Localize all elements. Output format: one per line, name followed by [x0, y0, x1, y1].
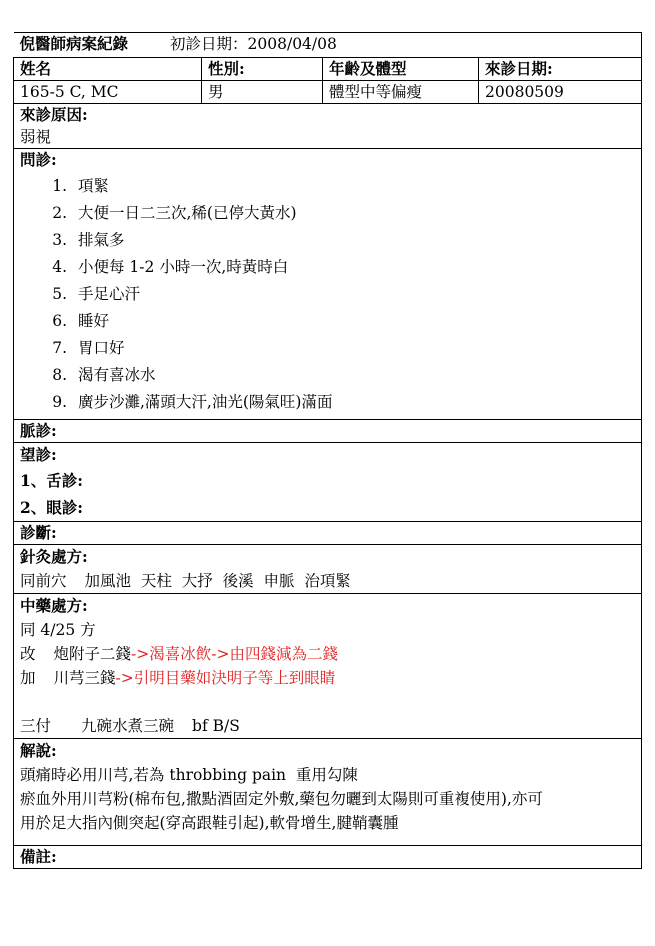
observation-label: 望診: [20, 445, 57, 464]
record-title: 倪醫師病案紀錄 [19, 34, 129, 53]
herbal-add-line: 加 川芎三錢->引明目藥如決明子等上到眼睛 [20, 669, 336, 687]
herbal-add-note: ->引明目藥如決明子等上到眼睛 [115, 669, 336, 687]
herbal-change-note: ->渴喜冰飲->由四錢減為二錢 [131, 645, 338, 663]
acupuncture-section [14, 545, 642, 594]
first-visit-label: 初診日期： [170, 35, 248, 53]
reason-label: 來診原因: [20, 105, 88, 124]
diagnosis-label: 診斷: [14, 522, 642, 545]
explanation-section [14, 739, 642, 846]
record-header-row [14, 33, 642, 58]
acupuncture-label: 針灸處方: [20, 547, 88, 566]
reason-section [14, 104, 642, 149]
list-item: 5. 手足心汗 [72, 281, 635, 308]
list-item: 2. 大便一日二三次,稀(已停大黃水) [72, 200, 635, 227]
list-item: 3. 排氣多 [72, 227, 635, 254]
age-build-value: 體型中等偏瘦 [323, 81, 479, 104]
explanation-line-2: 瘀血外用川芎粉(棉布包,撒點酒固定外敷,藥包勿曬到太陽則可重複使用),亦可 [20, 790, 543, 808]
herbal-dosage: 三付 九碗水煮三碗 bf B/S [20, 717, 240, 735]
explanation-line-3: 用於足大指內側突起(穿高跟鞋引起),軟骨增生,腱鞘囊腫 [20, 814, 399, 832]
list-item: 4. 小便每 1-2 小時一次,時黃時白 [72, 254, 635, 281]
remarks-section [14, 846, 642, 869]
age-build-label: 年齡及體型 [323, 58, 479, 81]
info-label-row [14, 58, 642, 81]
herbal-change-line: 改 炮附子二錢->渴喜冰飲->由四錢減為二錢 [20, 645, 338, 663]
diagnosis-section [14, 522, 642, 545]
observation-section [14, 443, 642, 522]
reason-text: 弱視 [20, 128, 52, 146]
list-item: 6. 睡好 [72, 308, 635, 335]
eye-label: 2、眼診: [20, 498, 84, 517]
inquiry-label: 問診: [20, 150, 57, 169]
medical-record-table [13, 32, 642, 869]
info-value-row [14, 81, 642, 104]
list-item: 8. 渴有喜冰水 [72, 362, 635, 389]
inquiry-list [20, 173, 635, 416]
herbal-base: 同 4/25 方 [20, 621, 96, 639]
visit-date-value: 20080509 [479, 81, 642, 104]
herbal-section [14, 594, 642, 739]
remarks-label: 備註: [14, 846, 642, 869]
list-item: 7. 胃口好 [72, 335, 635, 362]
list-item: 1. 項緊 [72, 173, 635, 200]
pulse-section [14, 420, 642, 443]
acupuncture-points: 同前穴 加風池 天柱 大抒 後溪 申脈 治項緊 [20, 572, 351, 590]
inquiry-section [14, 149, 642, 420]
explanation-label: 解說: [20, 741, 57, 760]
name-label: 姓名 [14, 58, 202, 81]
first-visit-date: 2008/04/08 [247, 35, 337, 53]
pulse-label: 脈診: [14, 420, 642, 443]
gender-label: 性別: [202, 58, 323, 81]
visit-date-label: 來診日期: [479, 58, 642, 81]
gender-value: 男 [202, 81, 323, 104]
name-value: 165-5 C, MC [14, 81, 202, 104]
tongue-label: 1、舌診: [20, 471, 84, 490]
herbal-label: 中藥處方: [20, 596, 88, 615]
list-item: 9. 廣步沙灘,滿頭大汗,油光(陽氣旺)滿面 [72, 389, 635, 416]
explanation-line-1: 頭痛時必用川芎,若為 throbbing pain 重用勾陳 [20, 766, 358, 784]
